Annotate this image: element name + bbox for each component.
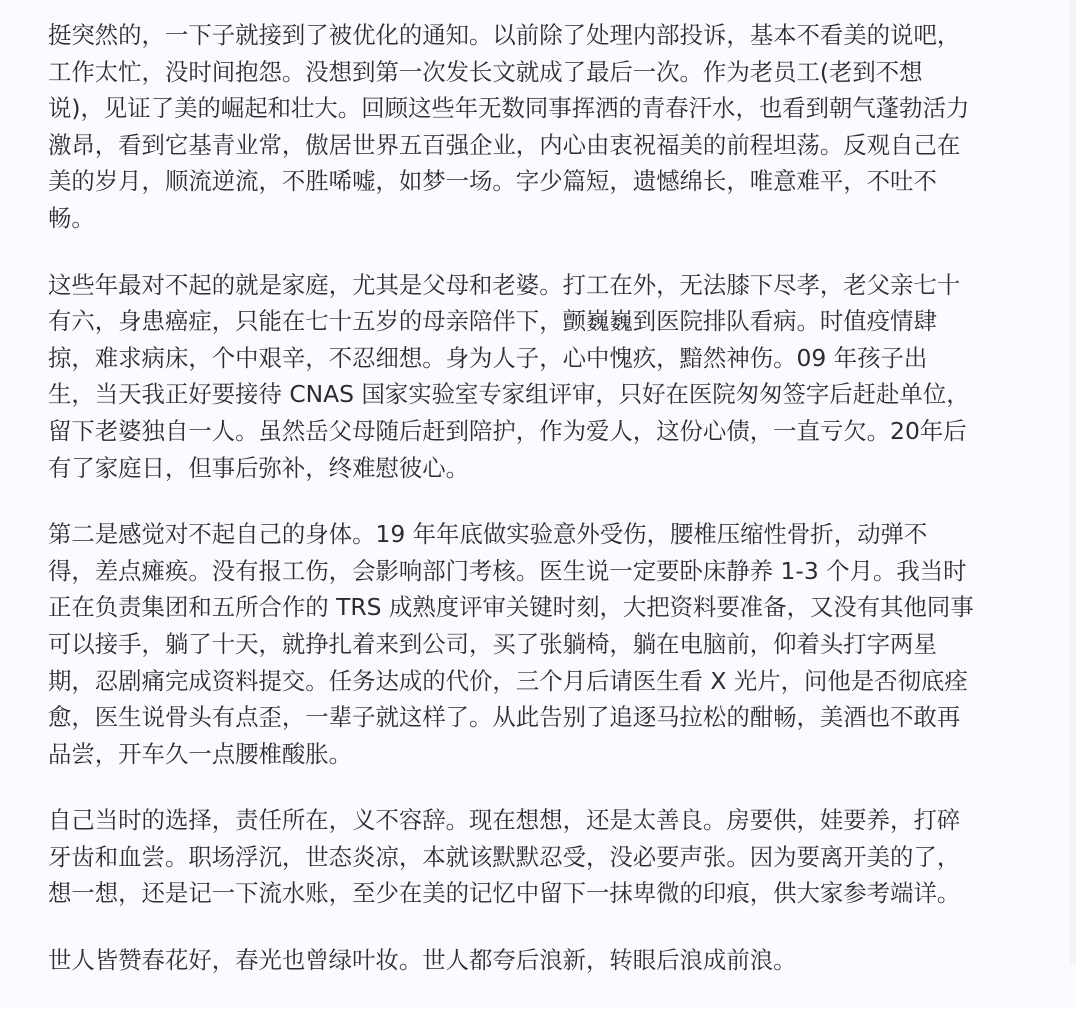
text-line: 牙齿和血尝。职场浮沉，世态炎凉，本就该默默忍受，没必要声张。因为要离开美的了， bbox=[48, 842, 961, 871]
text-line: 期，忍剧痛完成资料提交。任务达成的代价，三个月后请医生看 X 光片，问他是否彻底痊 bbox=[48, 666, 968, 695]
text-line: 生，当天我正好要接待 CNAS 国家实验室专家组评审，只好在医院匆匆签字后赶赴单位， bbox=[48, 380, 970, 409]
text-line: 掠，难求病床，个中艰辛，不忍细想。身为人子，心中愧疚，黯然神伤。09 年孩子出 bbox=[48, 343, 928, 372]
paragraph-notice bbox=[48, 17, 1048, 237]
text-line: 想一想，还是记一下流水账，至少在美的记忆中留下一抹卑微的印痕，供大家参考端详。 bbox=[48, 879, 961, 908]
paragraph-reflection bbox=[48, 802, 1048, 912]
text-line: 正在负责集团和五所合作的 TRS 成熟度评审关键时刻，大把资料要准备，又没有其他同事 bbox=[48, 593, 974, 622]
article-body bbox=[48, 17, 1048, 1009]
text-line: 愈，医生说骨头有点歪，一辈子就这样了。从此告别了追逐马拉松的酣畅，美酒也不敢再 bbox=[48, 703, 961, 732]
text-line: 自己当时的选择，责任所在，义不容辞。现在想想，还是太善良。房要供，娃要养，打碎 bbox=[48, 806, 961, 835]
text-line: 第二是感觉对不起自己的身体。19 年年底做实验意外受伤，腰椎压缩性骨折，动弹不 bbox=[48, 520, 928, 549]
text-line: 说)，见证了美的崛起和壮大。回顾这些年无数同事挥洒的青春汗水，也看到朝气蓬勃活力 bbox=[48, 94, 970, 123]
text-line: 激昂，看到它基青业常，傲居世界五百强企业，内心由衷祝福美的前程坦荡。反观自己在 bbox=[48, 130, 961, 159]
text-line: 有六，身患癌症，只能在七十五岁的母亲陪伴下，颤巍巍到医院排队看病。时值疫情肆 bbox=[48, 307, 937, 336]
text-line: 世人皆赞春花好，春光也曾绿叶妆。世人都夸后浪新，转眼后浪成前浪。 bbox=[48, 946, 797, 975]
text-line: 美的岁月，顺流逆流，不胜唏嘘，如梦一场。字少篇短，遗憾绵长，唯意难平，不吐不 bbox=[48, 167, 937, 196]
paragraph-health bbox=[48, 516, 1048, 772]
text-line: 工作太忙，没时间抱怨。没想到第一次发长文就成了最后一次。作为老员工(老到不想 bbox=[48, 57, 923, 86]
text-line: 品尝，开车久一点腰椎酸胀。 bbox=[48, 739, 353, 768]
text-line: 可以接手，躺了十天，就挣扎着来到公司，买了张躺椅，躺在电脑前，仰着头打字两星 bbox=[48, 629, 937, 658]
paragraph-closing-poem bbox=[48, 942, 1048, 979]
text-line: 得，差点瘫痪。没有报工伤，会影响部门考核。医生说一定要卧床静养 1-3 个月。我当时 bbox=[48, 556, 967, 585]
paragraph-family bbox=[48, 267, 1048, 487]
text-line: 留下老婆独自一人。虽然岳父母随后赶到陪护，作为爱人，这份心债，一直亏欠。20年后 bbox=[48, 416, 967, 445]
text-line: 挺突然的，一下子就接到了被优化的通知。以前除了处理内部投诉，基本不看美的说吧， bbox=[48, 21, 961, 49]
text-line: 这些年最对不起的就是家庭，尤其是父母和老婆。打工在外，无法膝下尽孝，老父亲七十 bbox=[48, 270, 961, 299]
page-edge bbox=[1070, 0, 1076, 964]
text-line: 有了家庭日，但事后弥补，终难慰彼心。 bbox=[48, 453, 470, 482]
text-line: 畅。 bbox=[48, 203, 95, 232]
